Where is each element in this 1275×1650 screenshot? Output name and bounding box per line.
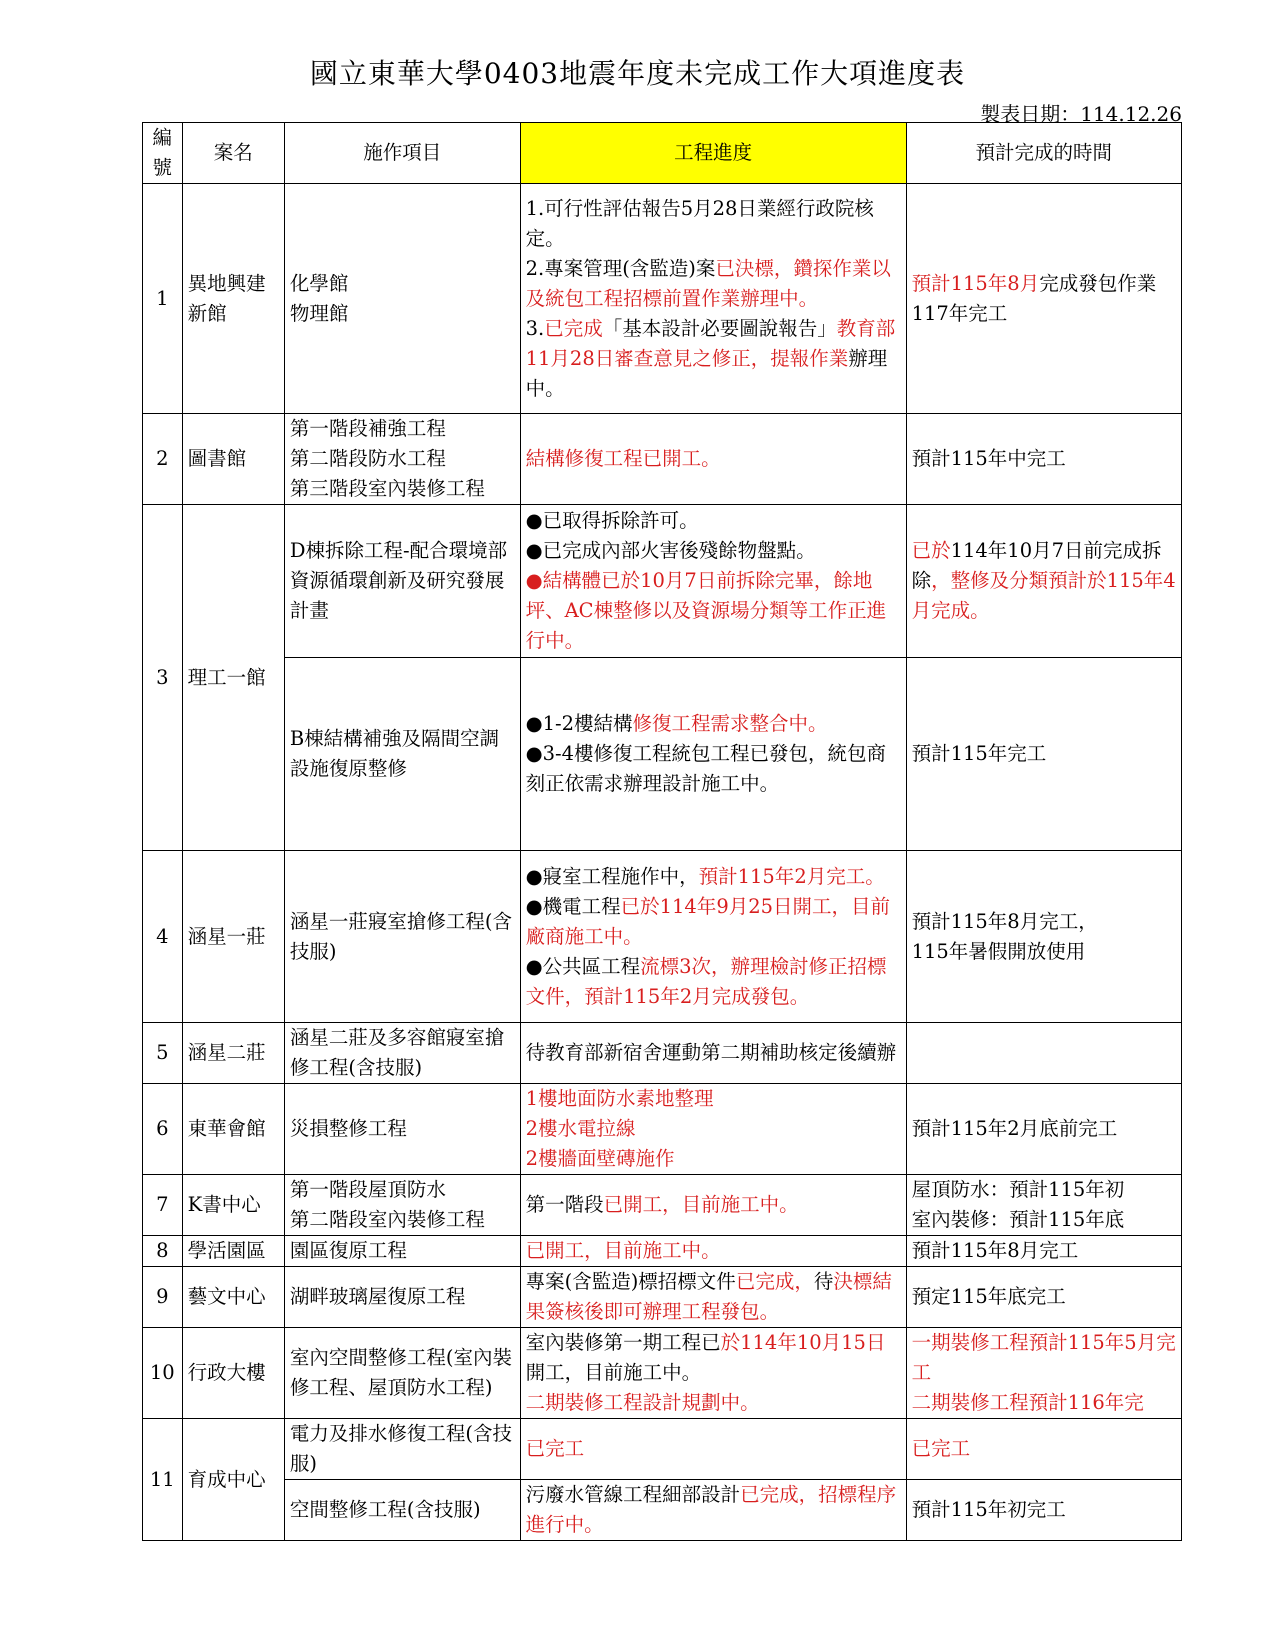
work-item: 湖畔玻璃屋復原工程 [284,1267,520,1328]
row-number: 6 [143,1084,183,1175]
progress-cell: 第一階段已開工，目前施工中。 [520,1175,906,1236]
row-number: 10 [143,1328,183,1419]
work-item: 室內空間整修工程(室內裝修工程、屋頂防水工程) [284,1328,520,1419]
work-item: 第一階段屋頂防水 第二階段室內裝修工程 [284,1175,520,1236]
completion-cell: 屋頂防水：預計115年初 室內裝修：預計115年底 [906,1175,1181,1236]
header-row [143,123,1182,184]
work-item: 電力及排水修復工程(含技服) [284,1419,520,1480]
header-completion: 預計完成的時間 [906,123,1181,184]
work-item: D棟拆除工程-配合環境部資源循環創新及研究發展計畫 [284,505,520,658]
header-item: 施作項目 [284,123,520,184]
row-number: 9 [143,1267,183,1328]
row-number: 3 [143,505,183,851]
progress-cell: 已完工 [520,1419,906,1480]
header-no: 編 號 [143,123,183,184]
completion-cell: 一期裝修工程預計115年5月完工 二期裝修工程預計116年完 [906,1328,1181,1419]
page-title: 國立東華大學0403地震年度未完成工作大項進度表 [309,57,966,90]
completion-cell [906,1023,1181,1084]
case-name: 藝文中心 [182,1267,284,1328]
completion-cell: 預計115年8月完成發包作業 117年完工 [906,184,1181,414]
progress-cell: 待教育部新宿舍運動第二期補助核定後續辦 [520,1023,906,1084]
table-row [143,1084,1182,1175]
progress-cell: ●已取得拆除許可。 ●已完成內部火害後殘餘物盤點。 ●結構體已於10月7日前拆除完畢，餘地坪、AC棟整修以及資源場分類等工作正進行中。 [520,505,906,658]
case-name: 異地興建新館 [182,184,284,414]
progress-cell: 專案(含監造)標招標文件已完成，待決標結果簽核後即可辦理工程發包。 [520,1267,906,1328]
progress-table [142,122,1182,1541]
case-name: 理工一館 [182,505,284,851]
work-item: 化學館 物理館 [284,184,520,414]
row-number: 7 [143,1175,183,1236]
work-item: 園區復原工程 [284,1236,520,1267]
work-item: 災損整修工程 [284,1084,520,1175]
completion-cell: 預計115年完工 [906,658,1181,851]
case-name: 涵星二莊 [182,1023,284,1084]
case-name: 行政大樓 [182,1328,284,1419]
table-row [143,658,1182,851]
completion-cell: 已完工 [906,1419,1181,1480]
progress-cell: 室內裝修第一期工程已於114年10月15日開工，目前施工中。 二期裝修工程設計規劃中。 [520,1328,906,1419]
table-row [143,505,1182,658]
case-name: 涵星一莊 [182,851,284,1023]
table-row [143,1236,1182,1267]
table-row [143,1328,1182,1419]
work-item: 空間整修工程(含技服) [284,1480,520,1541]
table-row [143,1267,1182,1328]
header-case: 案名 [182,123,284,184]
table-row [143,1480,1182,1541]
table-row [143,414,1182,505]
row-number: 11 [143,1419,183,1541]
case-name: K書中心 [182,1175,284,1236]
date-label: 製表日期：114.12.26 [980,102,1182,126]
completion-cell: 預計115年8月完工， 115年暑假開放使用 [906,851,1181,1023]
table-row [143,184,1182,414]
completion-cell: 預計115年2月底前完工 [906,1084,1181,1175]
case-name: 圖書館 [182,414,284,505]
table-row [143,851,1182,1023]
case-name: 育成中心 [182,1419,284,1541]
progress-cell: 污廢水管線工程細部設計已完成，招標程序進行中。 [520,1480,906,1541]
progress-cell: 已開工，目前施工中。 [520,1236,906,1267]
row-number: 1 [143,184,183,414]
table-row [143,1419,1182,1480]
completion-cell: 預計115年中完工 [906,414,1181,505]
completion-cell: 已於114年10月7日前完成拆除，整修及分類預計於115年4月完成。 [906,505,1181,658]
progress-cell: 結構修復工程已開工。 [520,414,906,505]
progress-cell: ●1-2樓結構修復工程需求整合中。 ●3-4樓修復工程統包工程已發包，統包商刻正依需求辦理設計施工中。 [520,658,906,851]
work-item: 涵星二莊及多容館寢室搶修工程(含技服) [284,1023,520,1084]
completion-cell: 預計115年初完工 [906,1480,1181,1541]
work-item: B棟結構補強及隔間空調設施復原整修 [284,658,520,851]
header-progress: 工程進度 [520,123,906,184]
case-name: 東華會館 [182,1084,284,1175]
progress-cell: ●寢室工程施作中，預計115年2月完工。 ●機電工程已於114年9月25日開工，目前廠商施工中。 ●公共區工程流標3次，辦理檢討修正招標文件，預計115年2月完成發包。 [520,851,906,1023]
row-number: 8 [143,1236,183,1267]
work-item: 第一階段補強工程 第二階段防水工程 第三階段室內裝修工程 [284,414,520,505]
completion-cell: 預定115年底完工 [906,1267,1181,1328]
row-number: 4 [143,851,183,1023]
progress-cell: 1.可行性評估報告5月28日業經行政院核定。 2.專案管理(含監造)案已決標，鑽探作業以及統包工程招標前置作業辦理中。 3.已完成「基本設計必要圖說報告」教育部11月28日審查意見之修正，提報作業辦理中。 [520,184,906,414]
row-number: 2 [143,414,183,505]
work-item: 涵星一莊寢室搶修工程(含技服) [284,851,520,1023]
progress-cell: 1樓地面防水素地整理 2樓水電拉線 2樓牆面壁磚施作 [520,1084,906,1175]
completion-cell: 預計115年8月完工 [906,1236,1181,1267]
table-row [143,1023,1182,1084]
case-name: 學活園區 [182,1236,284,1267]
row-number: 5 [143,1023,183,1084]
table-row [143,1175,1182,1236]
